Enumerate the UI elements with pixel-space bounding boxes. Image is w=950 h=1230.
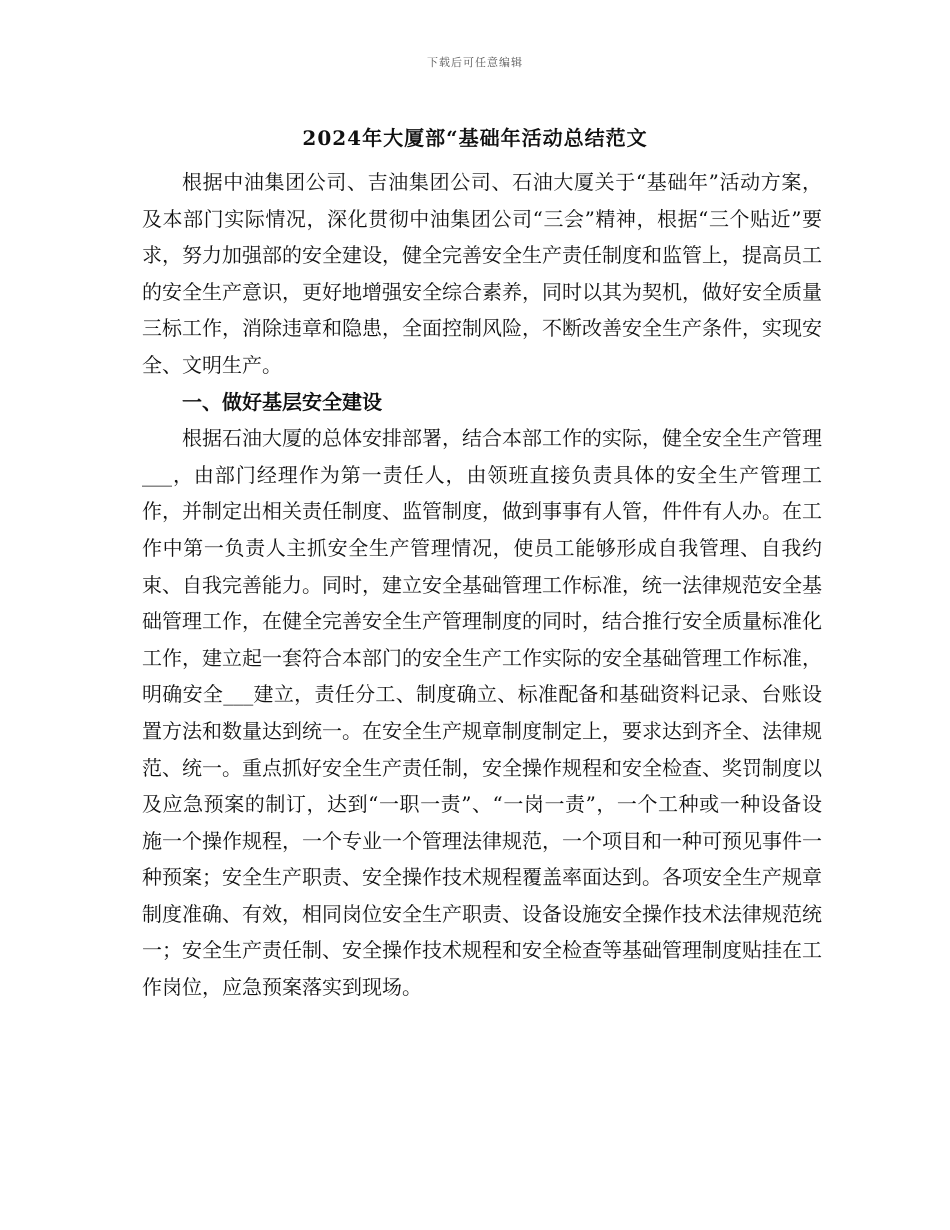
page-title: 2024年大厦部“基础年活动总结范文 <box>302 126 648 150</box>
document-body <box>142 164 822 1006</box>
header-note: 下载后可任意编辑 <box>427 56 523 69</box>
section-paragraph: 根据石油大厦的总体安排部署，结合本部工作的实际，健全安全生产管理___，由部门经理作为第一责任人，由领班直接负责具体的安全生产管理工作，并制定出相关责任制度、监管制度，做到事事有人管，件件有人办。在工作中第一负责人主抓安全生产管理情况，使员工能够形成自我管理、自我约束、自我完善能力。同时，建立安全基础管理工作标准，统一法律规范安全基础管理工作，在健全完善安全生产管理制度的同时，结合推行安全质量标准化工作，建立起一套符合本部门的安全生产工作实际的安全基础管理工作标准，明确安全___建立，责任分工、制度确立、标准配备和基础资料记录、台账设置方法和数量达到统一。在安全生产规章制度制定上，要求达到齐全、法律规范、统一。重点抓好安全生产责任制，安全操作规程和安全检查、奖罚制度以及应急预案的制订，达到“一职一责”、“一岗一责”，一个工种或一种设备设施一个操作规程，一个专业一个管理法律规范，一个项目和一种可预见事件一种预案；安全生产职责、安全操作技术规程覆盖率面达到。各项安全生产规章制度准确、有效，相同岗位安全生产职责、设备设施安全操作技术法律规范统一；安全生产责任制、安全操作技术规程和安全检查等基础管理制度贴挂在工作岗位，应急预案落实到现场。 <box>142 426 822 1000</box>
section-heading: 一、做好基层安全建设 <box>182 389 382 414</box>
intro-paragraph: 根据中油集团公司、吉油集团公司、石油大厦关于“基础年”活动方案，及本部门实际情况，深化贯彻中油集团公司“三会”精神，根据“三个贴近”要求，努力加强部的安全建设，健全完善安全生产责任制度和监管上，提高员工的安全生产意识，更好地增强安全综合素养，同时以其为契机，做好安全质量三标工作，消除违章和隐患，全面控制风险，不断改善安全生产条件，实现安全、文明生产。 <box>142 170 822 377</box>
